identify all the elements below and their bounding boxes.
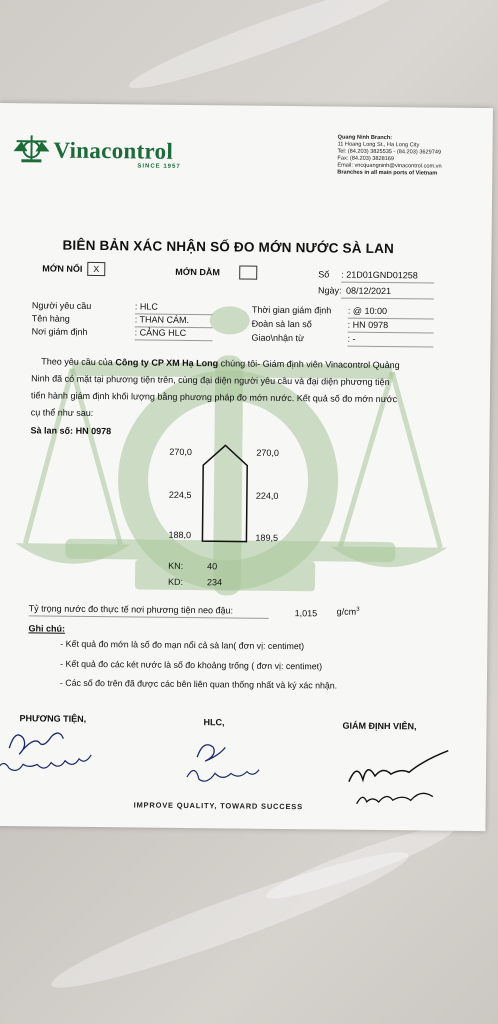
location-value: : CẢNG HLC [134, 327, 187, 338]
mid-left-draft: 224,5 [168, 489, 192, 501]
company-since: SINCE 1957 [137, 163, 181, 170]
branch-line: Email: vncquangninh@vinacontrol.com.vn [337, 162, 442, 170]
location-label: Nơi giám định [31, 326, 88, 337]
note-item: - Kết quả đo các két nước là số đo khoảng trống ( đơn vị: centimet) [60, 658, 323, 672]
so-value: : 21D01GND01258 [341, 269, 418, 281]
inspection-paragraph [31, 353, 452, 425]
goods-value: : THAN CÁM. [134, 314, 190, 325]
goods-label: Tên hàng [31, 313, 70, 324]
branch-line: 11 Hoang Long St., Ha Long City [337, 141, 420, 149]
barge-label [31, 425, 112, 436]
document-page [0, 103, 493, 831]
barge-diagram [200, 443, 249, 543]
requester-value: : HLC [134, 301, 158, 312]
mon-noi-checkbox: X [87, 262, 105, 276]
fore-left-draft: 270,0 [169, 446, 192, 458]
note-item: - Kết quả đo mớn là số đo mạn nổi cả sà lan( đơn vị: centimet) [60, 638, 305, 652]
mon-dam-checkbox [239, 266, 257, 280]
branch-info [337, 135, 487, 179]
branch-line: Tel: (84.203) 3825535 - (84.203) 3629749 [337, 148, 442, 156]
hlc-signature-icon [183, 733, 264, 794]
inspector-signature-icon [343, 742, 459, 813]
branch-title: Quang Ninh Branch: [337, 134, 393, 142]
vessel-signature-icon [0, 718, 104, 779]
density-unit-sup: 3 [356, 606, 360, 613]
footer-slogan: IMPROVE QUALITY, TOWARD SUCCESS [133, 800, 303, 812]
ngay-value: 08/12/2021 [346, 285, 392, 297]
barge-number: HN 0978 [75, 425, 112, 437]
para-company: Công ty CP XM Hạ Long [115, 357, 219, 369]
kn-label: KN: [168, 560, 184, 571]
requester-label: Người yêu cầu [31, 300, 92, 311]
density-unit [337, 607, 360, 617]
fore-right-draft: 270,0 [256, 447, 279, 458]
notes-title: Ghi chú: [28, 623, 66, 634]
mon-noi-label: MỚN NỔI [42, 263, 83, 274]
density-unit-text: g/cm [336, 606, 357, 617]
density-value: 1,015 [294, 608, 318, 619]
vinacontrol-scale-logo-icon [13, 133, 49, 163]
document-title: BIÊN BẢN XÁC NHẬN SỐ ĐO MỚN NƯỚC SÀ LAN [62, 237, 395, 257]
inspection-time-label: Thời gian giám định [251, 304, 332, 316]
aft-right-draft: 189,5 [255, 532, 279, 543]
kd-label: KD: [167, 576, 184, 587]
mid-right-draft: 224,0 [255, 490, 279, 501]
para-line1-rest: chúng tôi- Giám định viên Vinacontrol Quảng [218, 358, 400, 371]
delivery-label: Giao\nhận từ [251, 332, 305, 344]
marble-vein [124, 0, 416, 100]
mon-dam-label: MỚN DẰM [175, 266, 220, 278]
barge-fleet-label: Đoàn sà lan số [251, 318, 312, 330]
so-label: Số [318, 269, 330, 280]
kn-value: 40 [207, 561, 218, 572]
barge-label-text: Sà lan số: [30, 425, 74, 436]
hlc-signature-label: HLC, [203, 717, 225, 728]
barge-fleet-value: : HN 0978 [347, 319, 389, 331]
note-item: - Các số đo trên đã được các bên liên quan thống nhất và ký xác nhận. [59, 677, 338, 691]
density-label: Tỷ trọng nước đo thực tế nơi phương tiện neo đậu: [28, 603, 234, 616]
ngay-label: Ngày: [318, 285, 342, 296]
branch-line: Fax: (84.203) 3828169 [337, 155, 395, 163]
aft-left-draft: 188,0 [168, 529, 192, 541]
delivery-value: : - [347, 333, 356, 344]
para-prefix: Theo yêu cầu của [41, 356, 116, 368]
para-line4: cụ thể như sau: [30, 407, 94, 418]
para-line2: Ninh đã có mặt tại phương tiện trên, cùng đại diện người yêu cầu và đại diện phương tiện [31, 373, 390, 388]
vessel-signature-label: PHƯƠNG TIỆN, [19, 713, 87, 724]
inspector-signature-label: GIÁM ĐỊNH VIÊN, [342, 720, 417, 732]
para-line3: tiến hành giám định khối lượng bằng phương pháp đo mớn nước. Kết quả số đo mớn nước [30, 390, 398, 405]
branch-footer: Branches in all main ports of Vietnam [337, 169, 438, 177]
company-name: Vinacontrol [53, 137, 174, 164]
kd-value: 234 [206, 577, 223, 588]
inspection-time-value: : @ 10:00 [347, 305, 388, 317]
